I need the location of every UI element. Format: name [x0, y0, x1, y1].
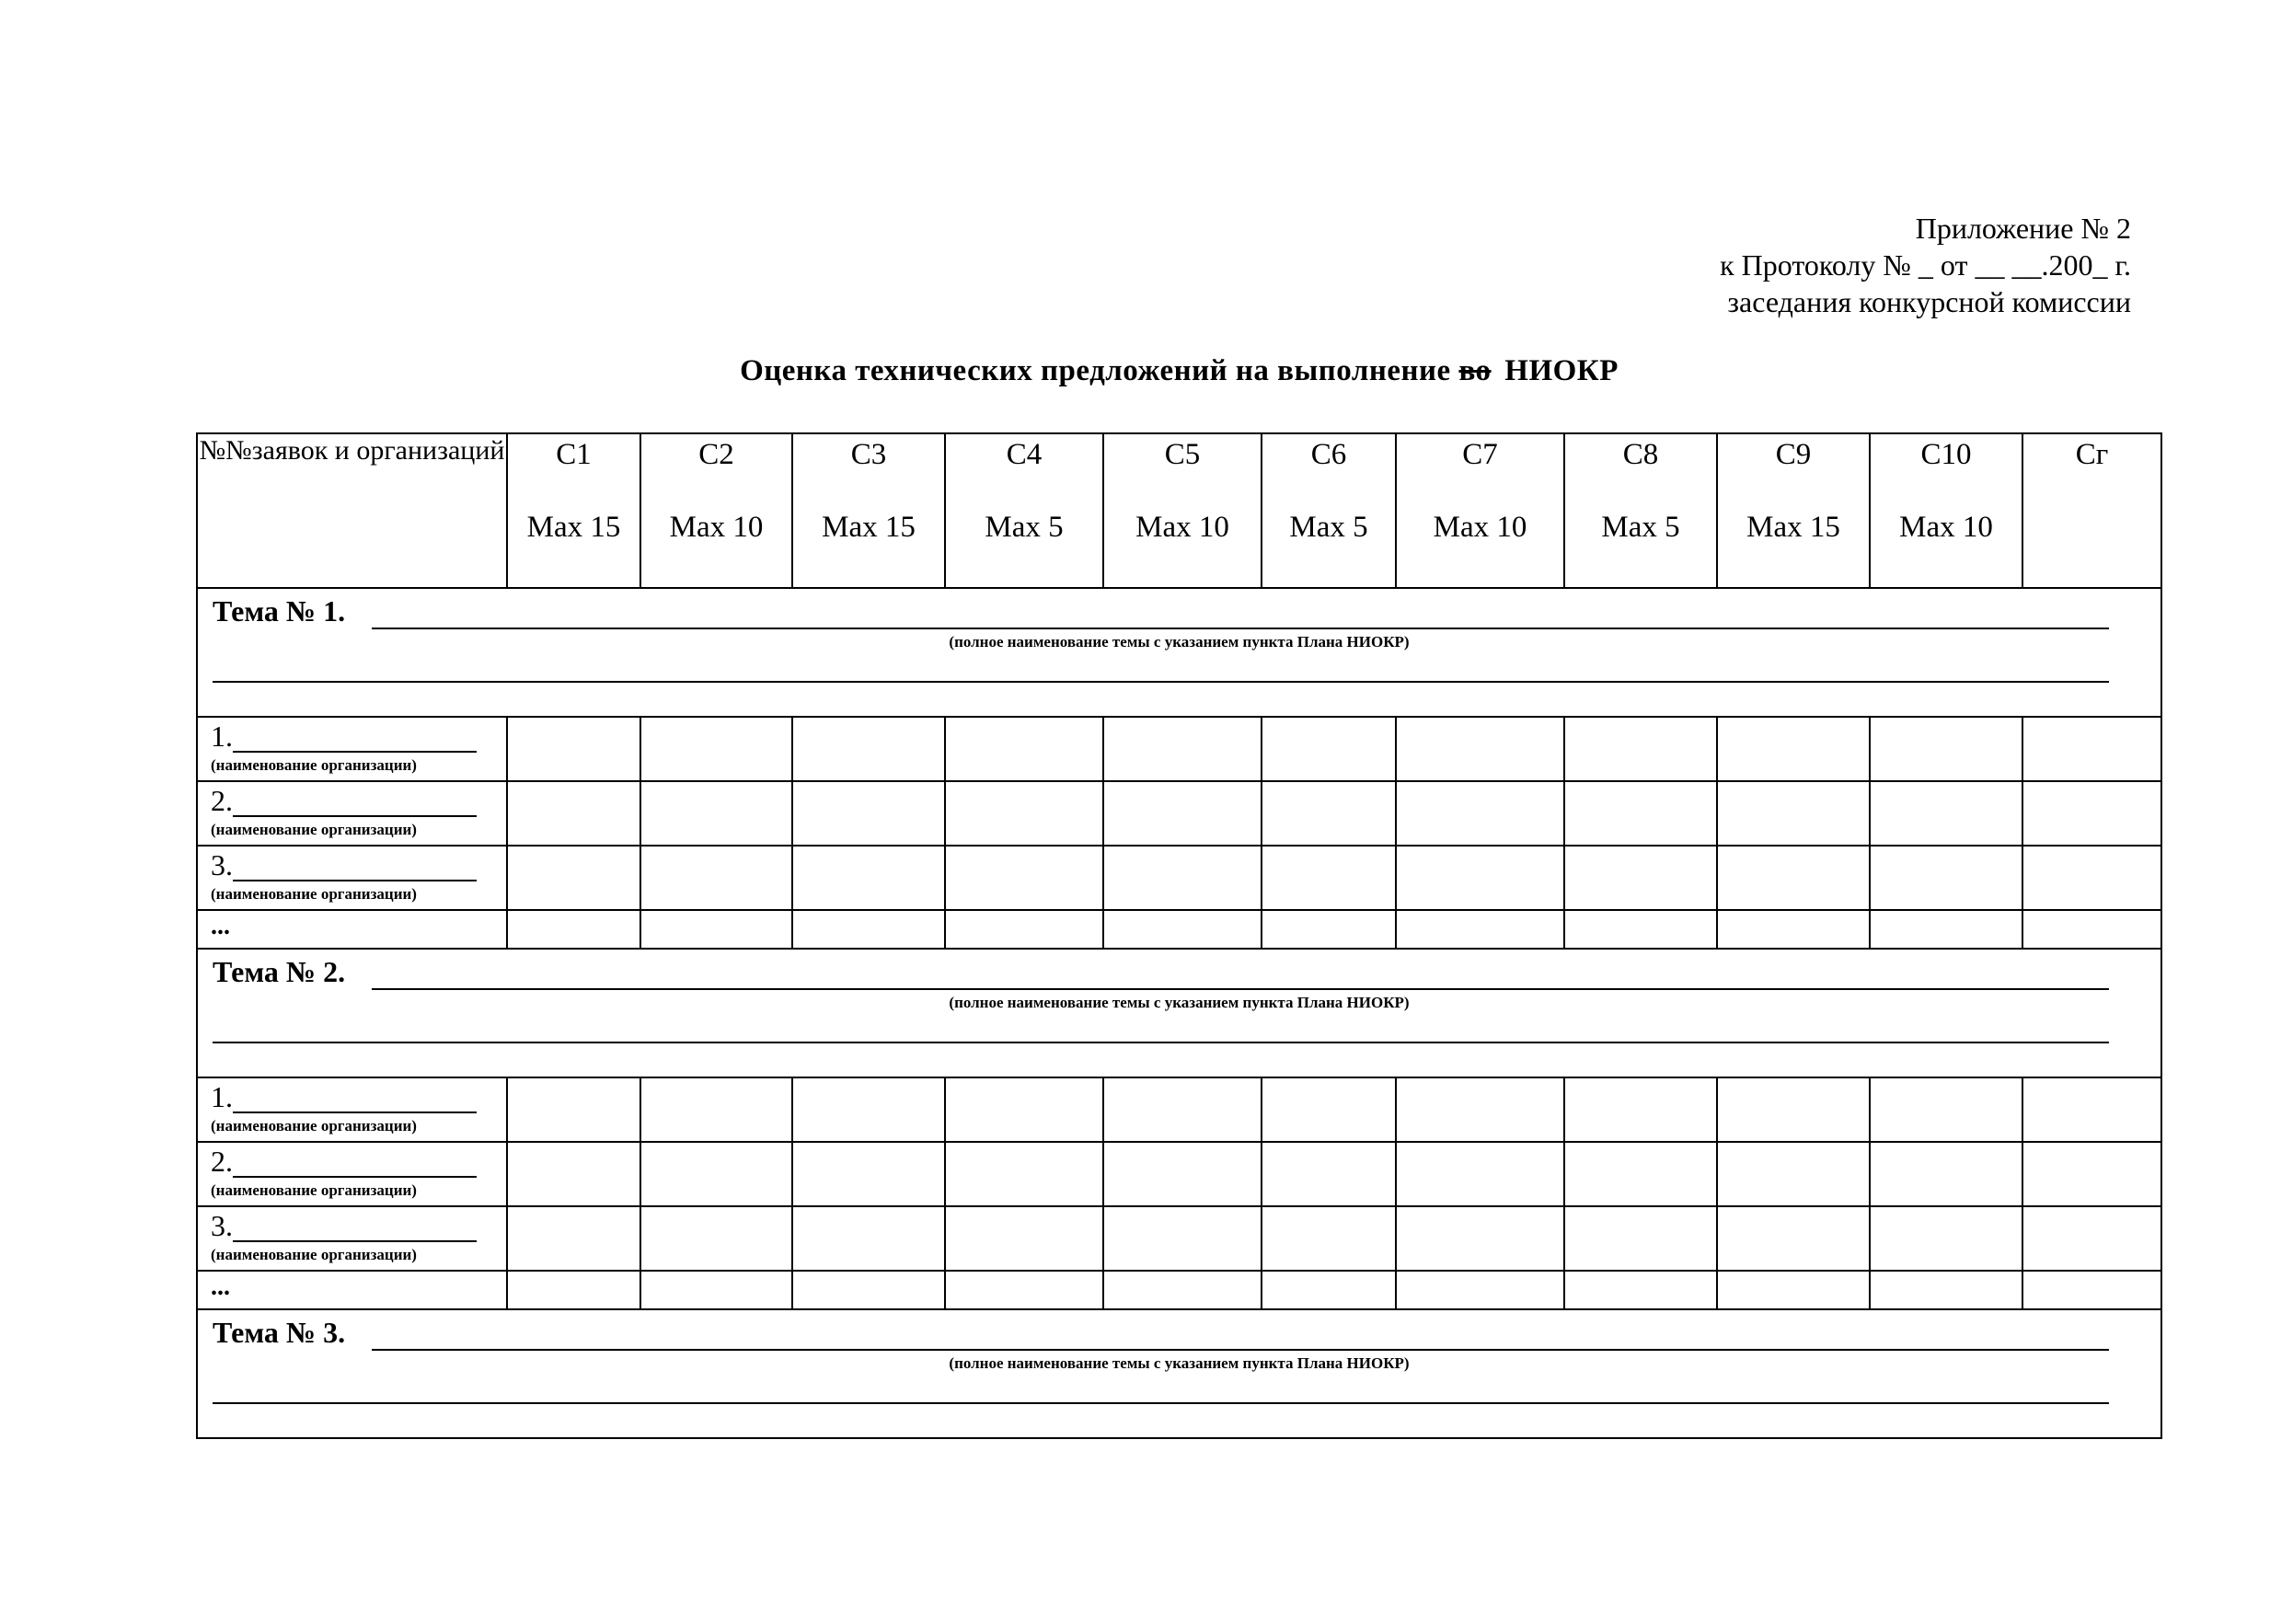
score-cell[interactable]: [1396, 910, 1564, 949]
organization-cell[interactable]: [197, 781, 507, 846]
organization-fill-line[interactable]: [233, 751, 477, 753]
score-cell[interactable]: [507, 1077, 640, 1142]
score-cell[interactable]: [507, 781, 640, 846]
topic-row: [197, 588, 2161, 717]
score-cell[interactable]: [792, 1142, 945, 1206]
score-cell[interactable]: [1870, 717, 2022, 781]
score-cell[interactable]: [1564, 717, 1717, 781]
score-cell[interactable]: [1262, 846, 1396, 910]
score-cell[interactable]: [945, 1077, 1103, 1142]
criterion-header-2: [640, 433, 792, 588]
topic-fill-line[interactable]: [372, 628, 2109, 629]
score-cell[interactable]: [2022, 1271, 2161, 1309]
score-cell[interactable]: [640, 781, 792, 846]
topic-hint: (полное наименование темы с указанием пункта Плана НИОКР): [949, 994, 1410, 1011]
organization-number: 1.: [211, 720, 233, 753]
score-cell[interactable]: [2022, 1142, 2161, 1206]
score-cell[interactable]: [640, 1206, 792, 1271]
topic-fill-line-2[interactable]: [213, 681, 2109, 683]
criterion-max: Max 15: [1746, 511, 1840, 544]
criterion-name: С2: [698, 438, 734, 471]
score-cell[interactable]: [792, 910, 945, 949]
organization-cell[interactable]: [197, 846, 507, 910]
criterion-name: С5: [1164, 438, 1201, 471]
score-cell[interactable]: [1396, 1142, 1564, 1206]
organization-cell[interactable]: [197, 1142, 507, 1206]
topic-row: [197, 949, 2161, 1077]
criterion-max: Max 15: [526, 511, 621, 544]
criterion-name: С1: [556, 438, 592, 471]
score-cell[interactable]: [1103, 781, 1262, 846]
topic-fill-line[interactable]: [372, 988, 2109, 990]
organization-cell[interactable]: [197, 1206, 507, 1271]
score-cell[interactable]: [1396, 781, 1564, 846]
criterion-max: Max 5: [985, 511, 1064, 544]
score-cell[interactable]: [507, 1206, 640, 1271]
score-cell[interactable]: [1262, 1077, 1396, 1142]
criterion-header-5: [1103, 433, 1262, 588]
score-cell[interactable]: [1564, 1271, 1717, 1309]
score-cell[interactable]: [640, 846, 792, 910]
organization-hint: (наименование организации): [211, 821, 417, 838]
score-cell[interactable]: [792, 781, 945, 846]
score-cell[interactable]: [792, 717, 945, 781]
score-cell[interactable]: [1103, 717, 1262, 781]
organization-cell[interactable]: [197, 1077, 507, 1142]
score-cell[interactable]: [2022, 910, 2161, 949]
score-cell[interactable]: [1870, 1271, 2022, 1309]
criterion-max: Max 15: [822, 511, 916, 544]
header-row: [197, 433, 2161, 588]
organization-row: [197, 846, 2161, 910]
score-cell[interactable]: [1717, 1271, 1870, 1309]
score-cell[interactable]: [945, 1271, 1103, 1309]
organization-fill-line[interactable]: [233, 1240, 477, 1242]
organization-number: 2.: [211, 784, 233, 817]
criterion-header-10: [1870, 433, 2022, 588]
organization-fill-line[interactable]: [233, 1111, 477, 1113]
criterion-header-1: [507, 433, 640, 588]
score-cell[interactable]: [640, 1142, 792, 1206]
score-cell[interactable]: [1564, 846, 1717, 910]
annex-line-2: к Протоколу № _ от __ __.200_ г.: [1720, 248, 2131, 282]
criterion-name: С4: [1006, 438, 1043, 471]
score-cell[interactable]: [1717, 717, 1870, 781]
score-cell[interactable]: [1396, 846, 1564, 910]
header-org-column: №№заявок и организаций: [197, 433, 507, 588]
score-cell[interactable]: [1262, 781, 1396, 846]
organization-fill-line[interactable]: [233, 880, 477, 881]
score-cell[interactable]: [792, 1077, 945, 1142]
more-row: [197, 1271, 2161, 1309]
organization-hint: (наименование организации): [211, 1181, 417, 1199]
score-cell[interactable]: [1262, 1142, 1396, 1206]
score-cell[interactable]: [507, 717, 640, 781]
organization-row: [197, 781, 2161, 846]
organization-cell[interactable]: [197, 717, 507, 781]
criterion-max: Max 10: [1135, 511, 1229, 544]
annex-block: [1720, 210, 2131, 320]
score-cell[interactable]: [640, 717, 792, 781]
organization-hint: (наименование организации): [211, 885, 417, 903]
organization-row: [197, 1142, 2161, 1206]
title-suffix: НИОКР: [1504, 354, 1619, 387]
organization-number: 2.: [211, 1145, 233, 1178]
topic-cell: [197, 588, 2161, 717]
score-cell[interactable]: [2022, 1206, 2161, 1271]
criterion-header-6: [1262, 433, 1396, 588]
score-cell[interactable]: [1103, 1206, 1262, 1271]
score-cell[interactable]: [1564, 1142, 1717, 1206]
score-cell[interactable]: [792, 1271, 945, 1309]
ellipsis: ...: [211, 1273, 230, 1301]
organization-fill-line[interactable]: [233, 1176, 477, 1178]
score-cell[interactable]: [1717, 1142, 1870, 1206]
criterion-header-8: [1564, 433, 1717, 588]
score-cell[interactable]: [2022, 846, 2161, 910]
topic-fill-line-2[interactable]: [213, 1042, 2109, 1043]
annex-line-1: Приложение № 2: [1915, 212, 2131, 245]
criterion-max: Max 5: [1289, 511, 1368, 544]
score-cell[interactable]: [945, 846, 1103, 910]
score-cell[interactable]: [640, 1271, 792, 1309]
more-cell: [197, 910, 507, 949]
criterion-max: Max 10: [1433, 511, 1527, 544]
score-cell[interactable]: [507, 910, 640, 949]
score-cell[interactable]: [1396, 1077, 1564, 1142]
criterion-name: С7: [1462, 438, 1498, 471]
score-cell[interactable]: [1717, 846, 1870, 910]
title-struck-word: во: [1458, 354, 1492, 387]
criterion-header-7: [1396, 433, 1564, 588]
score-cell[interactable]: [1870, 1206, 2022, 1271]
score-cell[interactable]: [1103, 910, 1262, 949]
annex-line-3: заседания конкурсной комиссии: [1727, 285, 2131, 318]
score-cell[interactable]: [945, 1142, 1103, 1206]
score-cell[interactable]: [1396, 717, 1564, 781]
topic-label: Тема № 3.: [213, 1316, 346, 1349]
score-cell[interactable]: [1870, 781, 2022, 846]
score-cell[interactable]: [2022, 717, 2161, 781]
score-cell[interactable]: [640, 910, 792, 949]
topic-hint: (полное наименование темы с указанием пункта Плана НИОКР): [949, 1354, 1410, 1372]
score-cell[interactable]: [1564, 781, 1717, 846]
title-text: Оценка технических предложений на выполнение: [740, 354, 1451, 387]
organization-row: [197, 1206, 2161, 1271]
criterion-name: С8: [1622, 438, 1659, 471]
score-cell[interactable]: [1717, 910, 1870, 949]
organization-number: 1.: [211, 1080, 233, 1113]
document-title: [0, 354, 2293, 388]
score-cell[interactable]: [1262, 717, 1396, 781]
score-cell[interactable]: [1262, 1271, 1396, 1309]
organization-hint: (наименование организации): [211, 1246, 417, 1263]
score-cell[interactable]: [1870, 846, 2022, 910]
score-cell[interactable]: [1564, 1206, 1717, 1271]
evaluation-table: [196, 432, 2162, 1439]
more-row: [197, 910, 2161, 949]
criterion-name: С3: [850, 438, 887, 471]
ellipsis: ...: [211, 912, 230, 940]
criterion-max: Max 10: [669, 511, 764, 544]
topic-fill-line-2[interactable]: [213, 1402, 2109, 1404]
criterion-max: Max 5: [1601, 511, 1680, 544]
organization-number: 3.: [211, 1209, 233, 1242]
topic-row: [197, 1309, 2161, 1438]
score-cell[interactable]: [1262, 910, 1396, 949]
score-cell[interactable]: [640, 1077, 792, 1142]
score-cell[interactable]: [1717, 781, 1870, 846]
more-cell: [197, 1271, 507, 1309]
score-cell[interactable]: [1262, 1206, 1396, 1271]
score-cell[interactable]: [1564, 910, 1717, 949]
score-cell[interactable]: [945, 910, 1103, 949]
score-cell[interactable]: [945, 781, 1103, 846]
criterion-name: С6: [1310, 438, 1347, 471]
score-cell[interactable]: [1717, 1077, 1870, 1142]
criterion-name: С10: [1920, 438, 1972, 471]
organization-row: [197, 717, 2161, 781]
criterion-header-11: [2022, 433, 2161, 588]
score-cell[interactable]: [507, 846, 640, 910]
organization-hint: (наименование организации): [211, 1117, 417, 1134]
score-cell[interactable]: [945, 1206, 1103, 1271]
topic-label: Тема № 1.: [213, 594, 346, 628]
score-cell[interactable]: [945, 717, 1103, 781]
score-cell[interactable]: [507, 1271, 640, 1309]
score-cell[interactable]: [1396, 1271, 1564, 1309]
organization-row: [197, 1077, 2161, 1142]
organization-hint: (наименование организации): [211, 756, 417, 774]
criterion-header-9: [1717, 433, 1870, 588]
criterion-name: Сг: [2075, 438, 2109, 471]
organization-fill-line[interactable]: [233, 815, 477, 817]
score-cell[interactable]: [1103, 846, 1262, 910]
score-cell[interactable]: [507, 1142, 640, 1206]
topic-cell: [197, 949, 2161, 1077]
criterion-name: С9: [1775, 438, 1812, 471]
score-cell[interactable]: [2022, 781, 2161, 846]
topic-label: Тема № 2.: [213, 955, 346, 988]
score-cell[interactable]: [1103, 1271, 1262, 1309]
score-cell[interactable]: [792, 1206, 945, 1271]
criterion-header-4: [945, 433, 1103, 588]
topic-fill-line[interactable]: [372, 1349, 2109, 1351]
score-cell[interactable]: [1103, 1142, 1262, 1206]
organization-number: 3.: [211, 848, 233, 881]
score-cell[interactable]: [792, 846, 945, 910]
score-cell[interactable]: [1103, 1077, 1262, 1142]
criterion-header-3: [792, 433, 945, 588]
score-cell[interactable]: [1396, 1206, 1564, 1271]
topic-hint: (полное наименование темы с указанием пункта Плана НИОКР): [949, 633, 1410, 651]
score-cell[interactable]: [1717, 1206, 1870, 1271]
score-cell[interactable]: [1564, 1077, 1717, 1142]
criterion-max: Max 10: [1899, 511, 1993, 544]
score-cell[interactable]: [1870, 1077, 2022, 1142]
topic-cell: [197, 1309, 2161, 1438]
score-cell[interactable]: [1870, 910, 2022, 949]
score-cell[interactable]: [2022, 1077, 2161, 1142]
score-cell[interactable]: [1870, 1142, 2022, 1206]
